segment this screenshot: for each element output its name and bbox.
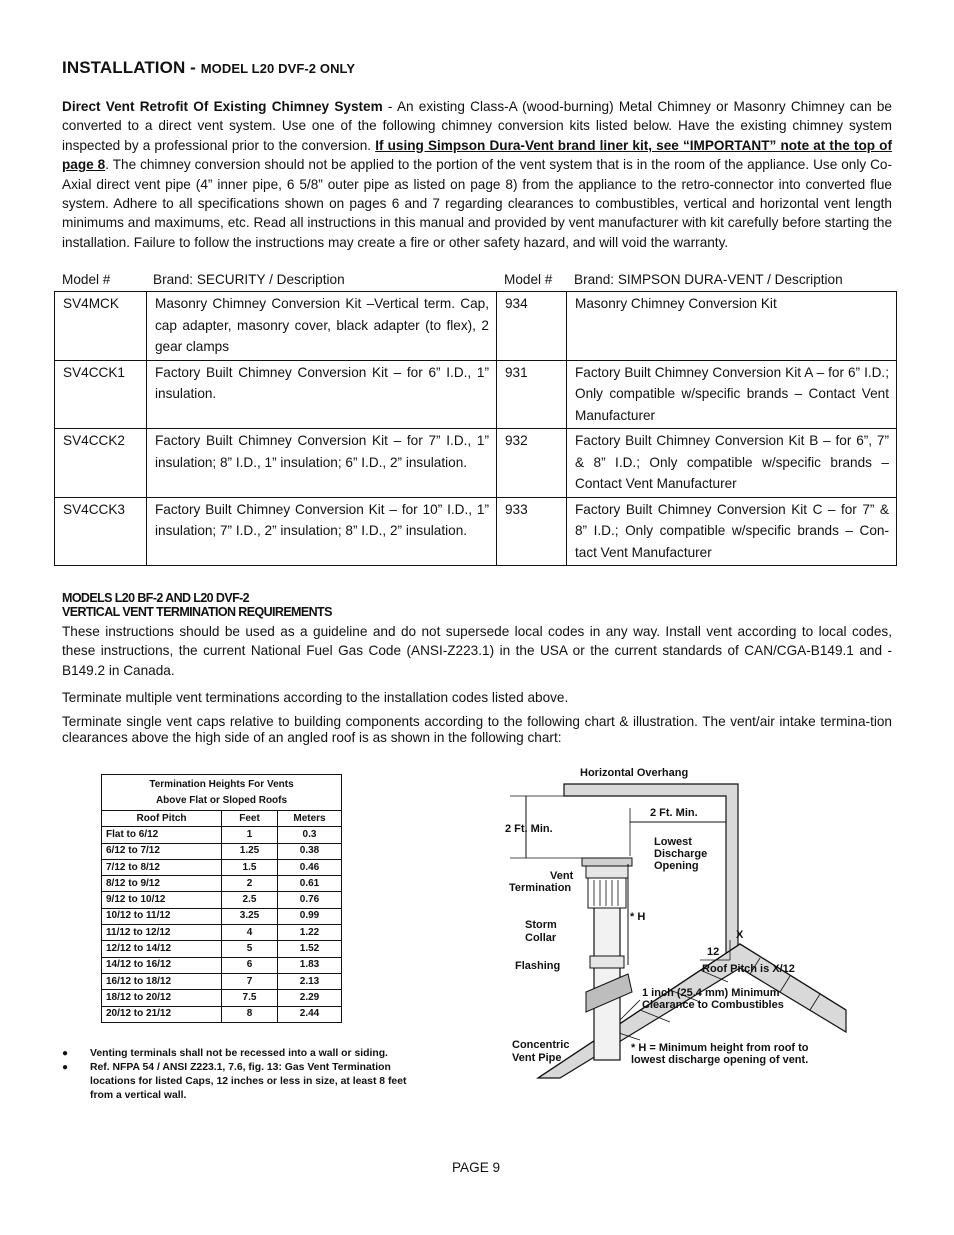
term-feet: 6 [222,957,278,973]
label-clearance-2: Clearance to Combustibles [642,999,784,1011]
label-discharge: Discharge [654,848,708,860]
label-horizontal-overhang: Horizontal Overhang [580,767,689,779]
vertical-paragraph-3: Terminate single vent caps relative to building components according to the following chart & illustration. The vent/air intake termina-tion clearances above the high side of an angled roof is as shown in the following chart: [62,714,892,745]
kit-simpson-desc: Factory Built Chimney Conversion Kit A – for 6” I.D.; Only compatible w/specific brands – Contact Vent Manufacturer [567,360,897,429]
term-pitch: 10/12 to 11/12 [102,908,222,924]
note-item [62,1047,432,1061]
term-header-meters: Meters [278,811,342,827]
term-feet: 1.25 [222,843,278,859]
kit-row [55,497,897,566]
label-flashing: Flashing [515,960,561,972]
kit-simpson-model: 931 [497,360,567,429]
term-meters: 0.76 [278,892,342,908]
term-pitch: 9/12 to 10/12 [102,892,222,908]
term-meters: 2.13 [278,973,342,989]
intro-paragraph [62,97,892,252]
kit-header-model-simpson: Model # [504,272,553,287]
term-feet: 7 [222,973,278,989]
vertical-paragraph-1: These instructions should be used as a guideline and do not supersede local codes in any way. Install vent according to local codes, these instructions, the current National Fuel Gas Code (ANSI-Z223.1) in the USA or the current standards of CAN/CGA-B149.1 and -B149.2 in Canada. [62,624,892,678]
term-pitch: 8/12 to 9/12 [102,876,222,892]
term-row [102,892,342,908]
term-feet: 7.5 [222,990,278,1006]
intro-text2: . The chimney conversion should not be applied to the portion of the vent system that is in the room of the appliance. Use only Co-Axial direct vent pipe (4” inner pipe, 6 5/8” outer pipe as listed on page 8) from the appliance to the retro-connector into converted flue system. Adhere to all specifications shown on pages 6 and 7 regarding clearances to combustibles, vertical and horizontal vent length minimums and maximums, etc. Read all instructions in this manual and provided by vent manufacturer with kit carefully before starting the installation. Failure to follow the instructions may create a fire or other safety hazard, and will void the warranty. [62,157,892,250]
title-main: INSTALLATION - [62,58,201,77]
kit-simpson-desc: Factory Built Chimney Conversion Kit B – for 6”, 7” & 8” I.D.; Only compatible w/specific brands – Contact Vent Manufacturer [567,429,897,498]
bullet-icon: ● [62,1048,69,1059]
term-meters: 0.61 [278,876,342,892]
kit-security-desc: Factory Built Chimney Conversion Kit – for 7” I.D., 1” insulation; 8” I.D., 1” insulation; 6” I.D., 2” insulation. [147,429,497,498]
label-concentric: Concentric [512,1039,570,1051]
term-pitch: 20/12 to 21/12 [102,1006,222,1022]
label-h-def-2: lowest discharge opening of vent. [631,1054,809,1066]
page-title [62,58,355,78]
label-h-mark: * H [630,911,646,923]
kit-row [55,292,897,361]
term-meters: 0.46 [278,859,342,875]
storm-collar [590,956,624,968]
intro-lead: Direct Vent Retrofit Of Existing Chimney System [62,99,383,114]
term-row [102,990,342,1006]
term-meters: 2.44 [278,1006,342,1022]
term-feet: 8 [222,1006,278,1022]
intro-text1: - An existing Class-A (wood-burning) Metal Chimney or Masonry Chimney can be converted to a direct vent system. Use one of the following chimney conversion kits listed below. Have the existing chimney system inspected by a professional prior to the conversion. [62,99,892,153]
kit-simpson-desc: Masonry Chimney Conversion Kit [567,292,897,361]
kit-simpson-desc: Factory Built Chimney Conversion Kit C – for 7” & 8” I.D.; Only compatible w/specific brands – Con-tact Vent Manufacturer [567,497,897,566]
label-opening: Opening [654,860,699,872]
section-heading-vertical: VERTICAL VENT TERMINATION REQUIREMENTS [62,605,332,619]
kit-security-model: SV4CCK3 [55,497,147,566]
term-row [102,941,342,957]
page-number: PAGE 9 [452,1160,501,1175]
label-2ft-top: 2 Ft. Min. [650,807,698,819]
term-row [102,876,342,892]
kit-row [55,429,897,498]
term-row [102,957,342,973]
kit-simpson-model: 932 [497,429,567,498]
label-roof-pitch: Roof Pitch is X/12 [702,963,795,975]
term-pitch: 12/12 to 14/12 [102,941,222,957]
term-meters: 1.22 [278,925,342,941]
kit-header-model-security: Model # [62,272,111,287]
term-pitch: 11/12 to 12/12 [102,925,222,941]
label-lowest: Lowest [654,836,692,848]
cap-top [582,858,632,866]
term-row [102,843,342,859]
term-meters: 0.99 [278,908,342,924]
term-feet: 4 [222,925,278,941]
kit-row [55,360,897,429]
term-table-caption [102,775,342,811]
label-collar: Collar [525,932,557,944]
section-heading-models: MODELS L20 BF-2 AND L20 DVF-2 [62,591,250,605]
term-row [102,925,342,941]
term-row [102,973,342,989]
term-meters: 0.3 [278,827,342,843]
term-caption-line1: Termination Heights For Vents [149,779,294,790]
kit-security-desc: Masonry Chimney Conversion Kit –Vertical term. Cap, cap adapter, masonry cover, black adapter (to flex), 2 gear clamps [147,292,497,361]
term-pitch: 16/12 to 18/12 [102,973,222,989]
label-x-mark: X [736,929,744,941]
term-feet: 1 [222,827,278,843]
term-header-pitch: Roof Pitch [102,811,222,827]
label-twelve: 12 [707,946,720,958]
note-text: Ref. NFPA 54 / ANSI Z223.1, 7.6, fig. 13: Gas Vent Termination locations for listed Caps, 12 inches or less in size, at least 8 feet from a vertical wall. [90,1062,407,1101]
kit-security-desc: Factory Built Chimney Conversion Kit – for 10” I.D., 1” insulation; 7” I.D., 2” insulation; 8” I.D., 2” insulation. [147,497,497,566]
bullet-icon: ● [62,1062,69,1073]
term-meters: 0.38 [278,843,342,859]
kit-security-model: SV4MCK [55,292,147,361]
note-text: Venting terminals shall not be recessed into a wall or siding. [90,1048,388,1059]
term-header-feet: Feet [222,811,278,827]
kit-security-desc: Factory Built Chimney Conversion Kit – for 6” I.D., 1” insulation. [147,360,497,429]
term-pitch: 18/12 to 20/12 [102,990,222,1006]
term-feet: 5 [222,941,278,957]
kit-header-brand-simpson: Brand: SIMPSON DURA-VENT / Description [574,272,843,287]
term-feet: 2.5 [222,892,278,908]
vent-termination-diagram [490,760,850,1080]
term-pitch: Flat to 6/12 [102,827,222,843]
term-pitch: 7/12 to 8/12 [102,859,222,875]
label-h-def-1: * H = Minimum height from roof to [631,1042,809,1054]
term-pitch: 6/12 to 7/12 [102,843,222,859]
conversion-kit-table [54,291,897,566]
label-vent-pipe: Vent Pipe [512,1052,562,1064]
term-meters: 1.83 [278,957,342,973]
term-feet: 3.25 [222,908,278,924]
kit-security-model: SV4CCK1 [55,360,147,429]
kit-simpson-model: 933 [497,497,567,566]
notes-list [62,1047,432,1103]
term-feet: 2 [222,876,278,892]
vertical-paragraph-2: Terminate multiple vent terminations according to the installation codes listed above. [62,690,569,705]
termination-heights-table [101,774,342,1023]
term-row [102,1006,342,1022]
term-row [102,859,342,875]
term-row [102,908,342,924]
label-storm: Storm [525,919,557,931]
term-row [102,827,342,843]
intro-underlined: If using Simpson Dura-Vent brand liner kit, see “IMPORTANT” note at the top of page 8 [62,137,892,173]
label-vent: Vent [550,870,574,882]
kit-simpson-model: 934 [497,292,567,361]
kit-security-model: SV4CCK2 [55,429,147,498]
note-item [62,1061,432,1103]
term-meters: 1.52 [278,941,342,957]
label-2ft-left: 2 Ft. Min. [505,823,553,835]
title-sub: MODEL L20 DVF-2 ONLY [200,61,356,76]
term-pitch: 14/12 to 16/12 [102,957,222,973]
term-caption-line2: Above Flat or Sloped Roofs [155,794,288,806]
term-feet: 1.5 [222,859,278,875]
term-meters: 2.29 [278,990,342,1006]
label-clearance-1: 1 inch (25.4 mm) Minimum [642,987,780,999]
label-termination: Termination [509,882,572,894]
kit-header-brand-security: Brand: SECURITY / Description [153,272,345,287]
